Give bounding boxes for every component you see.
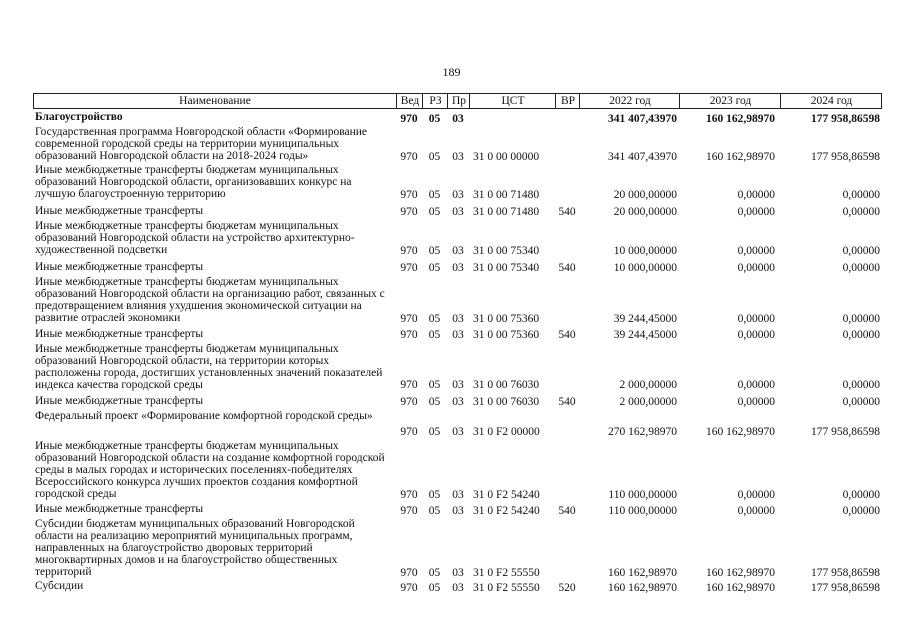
row-rz: 05 [428,206,441,218]
row-2023: 0,00000 [737,313,775,325]
row-rz: 05 [428,426,441,438]
row-ved: 970 [400,582,418,594]
row-2023: 0,00000 [737,489,775,501]
row-2022: 160 162,98970 [608,567,677,579]
row-rz: 05 [428,262,441,274]
row-cst: 31 0 00 75360 [473,329,540,341]
row-2024: 0,00000 [842,489,880,501]
row-vr: 540 [558,396,576,408]
row-ved: 970 [400,245,418,257]
header-pr: Пр [447,94,470,109]
row-ved: 970 [400,151,418,163]
row-2022: 10 000,00000 [613,245,677,257]
row-2024: 177 958,86598 [811,567,880,579]
row-vr: 540 [558,505,576,517]
row-pr: 03 [452,396,464,408]
row-2022: 39 244,45000 [613,313,677,325]
row-name: Иные межбюджетные трансферты бюджетам муниципальных образований Новгородской области на устройство архитектурно-художественной подсветки [35,220,355,256]
row-cst: 31 0 F2 55550 [473,582,540,594]
row-cst: 31 0 00 76030 [473,379,540,391]
row-2023: 0,00000 [737,189,775,201]
row-vr: 520 [558,582,576,594]
row-2023: 0,00000 [737,396,775,408]
row-ved: 970 [400,262,418,274]
row-pr: 03 [452,151,464,163]
row-name: Иные межбюджетные трансферты [35,503,204,515]
row-2023: 0,00000 [737,245,775,257]
row-2023: 0,00000 [737,262,775,274]
table-row [33,261,882,274]
row-2024: 177 958,86598 [811,426,880,438]
row-rz: 05 [428,567,441,579]
table-row [33,410,882,438]
table-row [33,276,882,325]
row-2022: 110 000,00000 [608,489,677,501]
table-row [33,395,882,408]
row-cst: 31 0 00 00000 [473,151,540,163]
row-name: Иные межбюджетные трансферты [35,395,204,407]
row-rz: 05 [428,329,441,341]
row-2023: 160 162,98970 [706,567,775,579]
row-ved: 970 [400,396,418,408]
row-2022: 2 000,00000 [619,379,677,391]
row-rz: 05 [428,505,441,517]
row-name: Иные межбюджетные трансферты [35,261,204,273]
table-row [33,126,882,163]
row-ved: 970 [400,379,418,391]
row-cst: 31 0 00 75340 [473,245,540,257]
row-rz: 05 [428,151,441,163]
row-pr: 03 [452,426,464,438]
header-ved: Вед [396,94,423,109]
header-cst: ЦСТ [469,94,556,109]
row-2024: 0,00000 [842,329,880,341]
row-2024: 0,00000 [842,262,880,274]
row-cst: 31 0 00 75360 [473,313,540,325]
row-vr: 540 [558,329,576,341]
table-row [33,518,882,579]
row-pr: 03 [452,313,464,325]
table-row [33,343,882,391]
row-2023: 160 162,98970 [706,151,775,163]
row-name: Иные межбюджетные трансферты [35,328,204,340]
row-pr: 03 [452,245,464,257]
table-row [33,164,882,201]
row-pr: 03 [452,329,464,341]
row-2022: 270 162,98970 [608,426,677,438]
row-cst: 31 0 F2 55550 [473,567,540,579]
row-pr: 03 [452,567,464,579]
row-2023: 160 162,98970 [706,426,775,438]
row-2022: 20 000,00000 [613,206,677,218]
row-rz: 05 [428,489,441,501]
row-pr: 03 [452,505,464,517]
row-name: Иные межбюджетные трансферты бюджетам муниципальных образований Новгородской области, организовавших конкурс на лучшую благоустроенную территорию [35,164,352,200]
row-vr: 540 [558,262,576,274]
header-2022: 2022 год [579,94,680,109]
row-name: Государственная программа Новгородской области «Формирование современной городской среды на территории муниципальных образований Новгородской области на 2018-2024 годы» [35,126,367,162]
row-2024: 177 958,86598 [811,113,880,125]
table-header [33,93,882,109]
row-cst: 31 0 00 76030 [473,396,540,408]
row-cst: 31 0 F2 54240 [473,489,540,501]
row-cst: 31 0 F2 54240 [473,505,540,517]
row-name: Иные межбюджетные трансферты бюджетам муниципальных образований Новгородской области на организацию работ, связанных с предотвращением влияния ухудшения экономической ситуации на развитие отраслей экономики [35,276,385,324]
row-2022: 341 407,43970 [608,151,677,163]
row-2023: 0,00000 [737,206,775,218]
row-ved: 970 [400,505,418,517]
row-pr: 03 [452,489,464,501]
row-cst: 31 0 00 71480 [473,189,540,201]
row-2023: 160 162,98970 [706,113,775,125]
row-2023: 0,00000 [737,505,775,517]
row-rz: 05 [428,245,441,257]
row-ved: 970 [400,489,418,501]
row-ved: 970 [400,206,418,218]
row-rz: 05 [428,313,441,325]
table-row [33,220,882,257]
row-2024: 177 958,86598 [811,582,880,594]
row-ved: 970 [400,426,418,438]
row-pr: 03 [452,379,464,391]
page-number: 189 [442,65,461,79]
row-cst: 31 0 00 71480 [473,206,540,218]
row-cst: 31 0 F2 00000 [473,426,540,438]
row-2022: 39 244,45000 [613,329,677,341]
row-cst: 31 0 00 75340 [473,262,540,274]
row-2024: 0,00000 [842,189,880,201]
row-2024: 0,00000 [842,379,880,391]
header-vr: ВР [555,94,580,109]
row-ved: 970 [400,313,418,325]
row-2024: 0,00000 [842,245,880,257]
row-rz: 05 [428,189,441,201]
row-name: Благоустройство [35,111,123,123]
row-name: Федеральный проект «Формирование комфортной городской среды» [35,410,373,422]
row-2024: 0,00000 [842,206,880,218]
row-2023: 0,00000 [737,379,775,391]
header-2024: 2024 год [780,94,882,109]
row-2022: 20 000,00000 [613,189,677,201]
row-vr: 540 [558,206,576,218]
row-ved: 970 [400,329,418,341]
row-name: Субсидии бюджетам муниципальных образований Новгородской области на реализацию мероприятий муниципальных программ, направленных на благоустройство дворовых территорий многоквартирных домов и на благоустройство общественных территорий [35,518,355,578]
row-rz: 05 [428,396,441,408]
row-2022: 110 000,00000 [608,505,677,517]
row-2024: 0,00000 [842,313,880,325]
row-name: Иные межбюджетные трансферты бюджетам муниципальных образований Новгородской области, на территории которых расположены города, достигших установленных значений показателей индекса качества городской среды [35,343,383,391]
header-2023: 2023 год [679,94,781,109]
row-pr: 03 [452,206,464,218]
row-pr: 03 [452,262,464,274]
row-2024: 0,00000 [842,396,880,408]
row-rz: 05 [428,113,441,125]
row-2022: 2 000,00000 [619,396,677,408]
row-pr: 03 [452,189,464,201]
table-row [33,580,882,594]
row-name: Иные межбюджетные трансферты бюджетам муниципальных образований Новгородской области на создание комфортной городской среды в малых городах и исторических поселениях-победителях Всероссийского конкурса лучших проектов создания комфортной городской среды [35,440,385,500]
row-2023: 160 162,98970 [706,582,775,594]
row-ved: 970 [400,113,418,125]
row-name: Субсидии [35,580,84,592]
row-rz: 05 [428,582,441,594]
row-pr: 03 [452,113,464,125]
header-rz: РЗ [422,94,448,109]
table-row [33,503,882,517]
table-row [33,328,882,341]
table-row [33,440,882,501]
row-2022: 341 407,43970 [608,113,677,125]
header-name: Наименование [179,95,251,107]
row-2022: 10 000,00000 [613,262,677,274]
row-2022: 160 162,98970 [608,582,677,594]
row-ved: 970 [400,189,418,201]
table-row [33,111,882,125]
row-pr: 03 [452,582,464,594]
row-ved: 970 [400,567,418,579]
row-rz: 05 [428,379,441,391]
row-2024: 177 958,86598 [811,151,880,163]
table-row [33,205,882,218]
row-2023: 0,00000 [737,329,775,341]
row-2024: 0,00000 [842,505,880,517]
row-name: Иные межбюджетные трансферты [35,205,204,217]
